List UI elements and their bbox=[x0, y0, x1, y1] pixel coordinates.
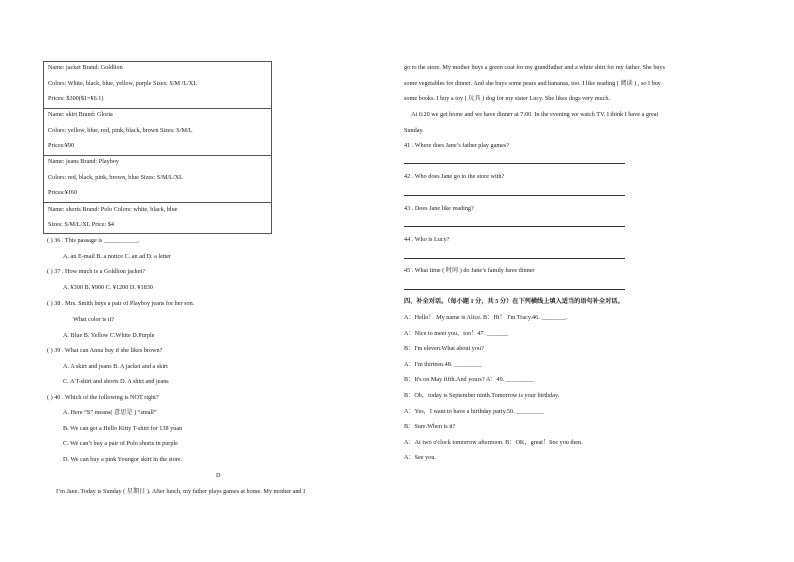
question-options: A. Blue B. Yellow C.White D.Purple bbox=[63, 332, 155, 339]
dialogue-line: A：Nice to meet you，too！47. _______ bbox=[404, 330, 509, 337]
reading-question: 41 . Where does Jane’s father play games? bbox=[404, 142, 510, 149]
table-cell: Prices:¥160 bbox=[48, 189, 78, 196]
table-cell: Colors: yellow, blue, red, pink, black, brown Sizes: S/M/L bbox=[48, 127, 193, 134]
dialogue-line: B：Sure.When is it? bbox=[404, 423, 456, 430]
dialogue-line: A：At two o'clock tomorrow afternoon. B：OK，great！See you then. bbox=[404, 439, 583, 446]
passage-line: some vegetables for dinner. And she buys some pears and bananas, too. I like reading ( 阅读 ) , so I buy bbox=[404, 80, 661, 87]
table-cell: Name: jacket Brand: Goldlion bbox=[48, 64, 123, 71]
question-option: B. We can get a Hello Kitty T-shirt for 138 yuan bbox=[63, 425, 183, 432]
reading-question: 44 . Who is Lucy? bbox=[404, 236, 450, 243]
section-letter: D bbox=[216, 472, 221, 479]
passage-line: go to the store. My mother buys a green coat for my grandfather and a white shirt for my father. She buys bbox=[404, 64, 666, 71]
question-stem: ( ) 38 . Mrs. Smith buys a pair of Playboy jeans for her son. bbox=[47, 300, 195, 307]
table-row-divider bbox=[44, 155, 271, 156]
table-cell: Sizes: S/M/L/XL Price: $4 bbox=[48, 221, 114, 228]
table-cell: Colors: red, black, pink, brown, blue Sizes: S/M/L/XL bbox=[48, 174, 183, 181]
passage-line: I’m Jane. Today is Sunday ( 星期日 ). After lunch, my father plays games at home. My mother and I bbox=[56, 488, 306, 495]
passage-line: Sunday. bbox=[404, 127, 424, 134]
table-cell: Colors: White, black, blue, yellow, purple Sizes: S/M /L/XL bbox=[48, 80, 197, 87]
section-title: 四、补全对话。（每小题 1 分，共 5 分）在下列横线上填入适当的语句补全对话。 bbox=[404, 298, 624, 305]
dialogue-line: B：Oh，today is September ninth.Tomorrow is your birthday. bbox=[404, 392, 560, 399]
question-stem: ( ) 40 . Which of the following is NOT right? bbox=[47, 394, 159, 401]
answer-line bbox=[404, 226, 625, 227]
table-cell: Prices:¥90 bbox=[48, 142, 75, 149]
dialogue-line: A：I'm thirteen.48. _________ bbox=[404, 361, 482, 368]
question-stem: ( ) 36 . This passage is ___________. bbox=[47, 237, 140, 244]
question-option: D. We can buy a pink Youngor skirt in the store. bbox=[63, 456, 183, 463]
passage-line: At 6:20 we get home and we have dinner at 7:00. In the evening we watch TV. I think I have a great bbox=[411, 111, 659, 118]
answer-line bbox=[404, 163, 625, 164]
dialogue-line: B：It's on May fifth.And yours? A：49. _________ bbox=[404, 376, 534, 383]
passage-line: some books. I buy a toy ( 玩具 ) dog for my sister Lucy. She likes dogs very much. bbox=[404, 95, 610, 102]
dialogue-line: A：Yes，I want to have a birthday party.50. _________ bbox=[404, 408, 545, 415]
answer-line bbox=[404, 289, 625, 290]
table-cell: Name: shorts Brand: Polo Colors: white, black, blue bbox=[48, 206, 178, 213]
question-stem: ( ) 37 . How much is a Goldlion jacket? bbox=[47, 268, 145, 275]
table-cell: Name: jeans Brand: Playboy bbox=[48, 158, 119, 165]
dialogue-line: A：Hello！ My name is Alice. B：Hi！ I'm Tracy.46. ________. bbox=[404, 314, 568, 321]
question-option: C. A T-shirt and shorts D. A shirt and jeans bbox=[63, 378, 169, 385]
reading-question: 45 . What time ( 时间 ) do Jane’s family have dinner bbox=[404, 267, 535, 274]
question-stem-continued: What color is it? bbox=[73, 316, 115, 323]
answer-line bbox=[404, 195, 625, 196]
table-cell: Prices: $300($1=¥6.1) bbox=[48, 95, 104, 102]
reading-question: 43 . Does Jane like reading? bbox=[404, 205, 474, 212]
dialogue-line: A：See you. bbox=[404, 454, 436, 461]
question-stem: ( ) 39 . What can Anna buy if she likes brown? bbox=[47, 347, 163, 354]
table-cell: Name: skirt Brand: Gloria bbox=[48, 111, 113, 118]
question-option: C. We can’t buy a pair of Polo shorts in purple bbox=[63, 440, 178, 447]
dialogue-line: B：I'm eleven.What about you? bbox=[404, 345, 484, 352]
question-options: A. ¥300 B. ¥900 C. ¥1200 D. ¥1830 bbox=[63, 284, 153, 291]
question-options: A. an E-mail B. a notice C. an ad D. a letter bbox=[63, 253, 172, 260]
answer-line bbox=[404, 258, 625, 259]
table-row-divider bbox=[44, 202, 271, 203]
reading-question: 42 . Who does Jane go to the store with? bbox=[404, 173, 505, 180]
table-row-divider bbox=[44, 108, 271, 109]
question-option: A. Here “S” means( 意思是 ) “small” bbox=[63, 409, 157, 416]
question-option: A. A skirt and jeans B. A jacket and a skirt bbox=[63, 363, 168, 370]
